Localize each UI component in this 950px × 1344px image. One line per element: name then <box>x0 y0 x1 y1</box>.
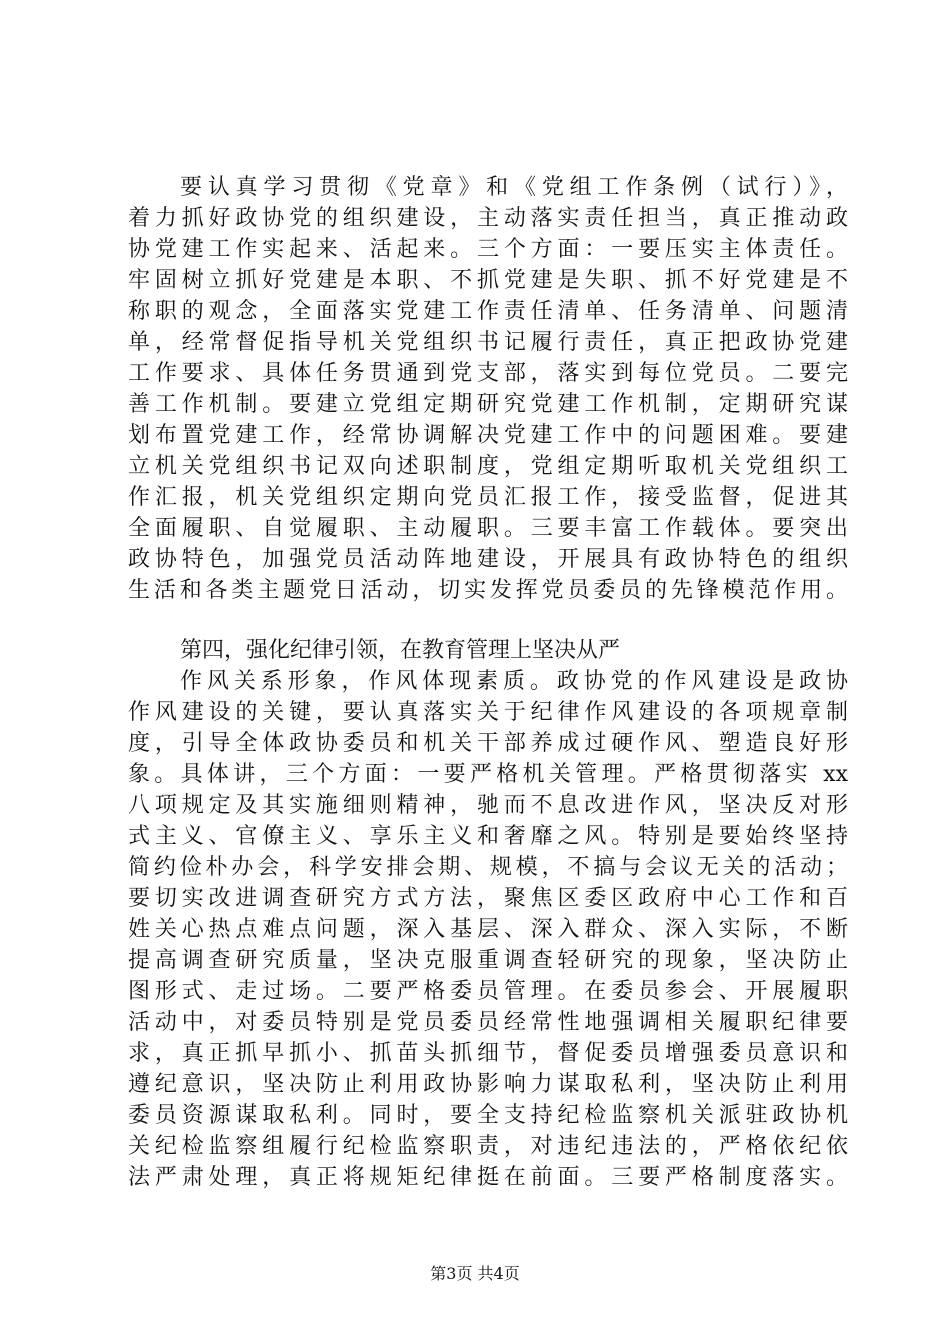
paragraph-line: 法严肃处理，真正将规矩纪律挺在前面。三要严格制度落实。 <box>128 1165 848 1190</box>
paragraph-line: 作风建设的关键，要认真落实关于纪律作风建设的各项规章制 <box>128 700 848 725</box>
paragraph-discipline <box>128 666 848 1193</box>
paragraph-line: 政协特色，加强党员活动阵地建设，开展具有政协特色的组织 <box>128 547 848 572</box>
paragraph-line: 活动中，对委员特别是党员委员经常性地强调相关履职纪律要 <box>128 1010 848 1035</box>
paragraph-line: 提高调查研究质量，坚决克服重调查轻研究的现象，坚决防止 <box>128 948 848 973</box>
page-footer: 第3页 共4页 <box>430 1264 520 1283</box>
paragraph-line: 姓关心热点难点问题，深入基层、深入群众、深入实际，不断 <box>128 917 848 942</box>
paragraph-line: 关纪检监察组履行纪检监察职责，对违纪违法的，严格依纪依 <box>128 1134 848 1159</box>
paragraph-line: 生活和各类主题党日活动，切实发挥党员委员的先锋模范作用。 <box>128 578 848 603</box>
paragraph-line: 牢固树立抓好党建是本职、不抓党建是失职、抓不好党建是不 <box>128 268 848 293</box>
paragraph-line: 称职的观念，全面落实党建工作责任清单、任务清单、问题清 <box>128 299 848 324</box>
paragraph-line: 工作要求、具体任务贯通到党支部，落实到每位党员。二要完 <box>128 361 848 386</box>
paragraph-line: 求，真正抓早抓小、抓苗头抓细节，督促委员增强委员意识和 <box>128 1041 848 1066</box>
paragraph-line: 划布置党建工作，经常协调解决党建工作中的问题困难。要建 <box>128 423 848 448</box>
paragraph-line: 协党建工作实起来、活起来。三个方面：一要压实主体责任。 <box>128 237 848 262</box>
paragraph-line: 简约俭朴办会，科学安排会期、规模，不搞与会议无关的活动； <box>128 855 848 880</box>
paragraph-line: 八项规定及其实施细则精神，驰而不息改进作风，坚决反对形 <box>128 793 848 818</box>
section-heading: 第四，强化纪律引领，在教育管理上坚决从严 <box>180 638 621 663</box>
paragraph-line: 遵纪意识，坚决防止利用政协影响力谋取私利，坚决防止利用 <box>128 1072 848 1097</box>
paragraph-line: 图形式、走过场。二要严格委员管理。在委员参会、开展履职 <box>128 979 848 1004</box>
paragraph-line: 要认真学习贯彻《党章》和《党组工作条例（试行）》， <box>180 175 848 200</box>
paragraph-line: 象。具体讲，三个方面：一要严格机关管理。严格贯彻落实 xx <box>128 762 848 787</box>
paragraph-line: 度，引导全体政协委员和机关干部养成过硬作风、塑造良好形 <box>128 731 848 756</box>
paragraph-line: 单，经常督促指导机关党组织书记履行责任，真正把政协党建 <box>128 330 848 355</box>
paragraph-line: 式主义、官僚主义、享乐主义和奢靡之风。特别是要始终坚持 <box>128 824 848 849</box>
paragraph-line: 全面履职、自觉履职、主动履职。三要丰富工作载体。要突出 <box>128 516 848 541</box>
paragraph-line: 委员资源谋取私利。同时，要全支持纪检监察机关派驻政协机 <box>128 1103 848 1128</box>
paragraph-line: 着力抓好政协党的组织建设，主动落实责任担当，真正推动政 <box>128 206 848 231</box>
paragraph-party-building <box>128 172 848 606</box>
document-body <box>128 172 848 1193</box>
paragraph-gap <box>128 606 848 635</box>
paragraph-line: 作风关系形象，作风体现素质。政协党的作风建设是政协 <box>180 669 848 694</box>
paragraph-line: 作汇报，机关党组织定期向党员汇报工作，接受监督，促进其 <box>128 485 848 510</box>
paragraph-line: 善工作机制。要建立党组定期研究党建工作机制，定期研究谋 <box>128 392 848 417</box>
paragraph-line: 立机关党组织书记双向述职制度，党组定期听取机关党组织工 <box>128 454 848 479</box>
paragraph-line: 要切实改进调查研究方式方法，聚焦区委区政府中心工作和百 <box>128 886 848 911</box>
